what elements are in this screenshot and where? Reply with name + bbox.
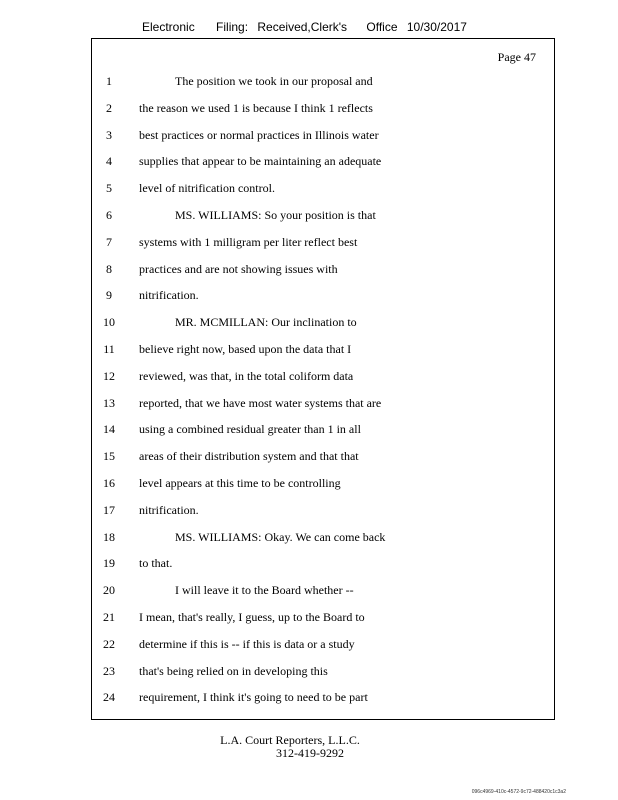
- line-text: practices and are not showing issues with: [139, 261, 338, 276]
- filing-header-electronic: Electronic: [142, 20, 195, 34]
- transcript-line: [92, 689, 554, 716]
- transcript-line: [92, 502, 554, 529]
- transcript-line: [92, 234, 554, 261]
- line-text: best practices or normal practices in Illinois water: [139, 127, 379, 142]
- transcript-page: [91, 38, 555, 720]
- transcript-line: [92, 582, 554, 609]
- line-number: 12: [103, 368, 115, 383]
- line-number: 16: [103, 475, 115, 490]
- transcript-line: [92, 636, 554, 663]
- transcript-line: [92, 207, 554, 234]
- line-text: reviewed, was that, in the total coliform data: [139, 368, 354, 383]
- line-number: 22: [103, 636, 115, 651]
- line-text: the reason we used 1 is because I think 1 reflects: [139, 100, 373, 115]
- filing-header-date: 10/30/2017: [406, 20, 467, 34]
- transcript-lines: [92, 73, 554, 716]
- footer-company: L.A. Court Reporters, L.L.C.: [220, 733, 360, 747]
- line-number: 3: [106, 127, 112, 142]
- line-number: 19: [103, 556, 115, 571]
- line-number: 8: [106, 261, 112, 276]
- transcript-line: [92, 555, 554, 582]
- line-text: believe right now, based upon the data that I: [139, 341, 352, 356]
- transcript-line: [92, 448, 554, 475]
- line-number: 1: [106, 74, 112, 88]
- line-text: requirement, I think it's going to need to be part: [139, 690, 368, 705]
- filing-header: [142, 20, 467, 34]
- line-number: 9: [106, 288, 112, 303]
- line-number: 11: [103, 341, 115, 356]
- footer-phone: 312-419-9292: [276, 746, 344, 760]
- line-text: nitrification.: [139, 288, 199, 303]
- filing-header-filing: Filing:: [216, 20, 249, 34]
- line-text: MS. WILLIAMS: Okay. We can come back: [175, 529, 386, 544]
- filing-header-office: Office: [366, 20, 398, 34]
- line-number: 10: [103, 315, 115, 330]
- transcript-line: [92, 100, 554, 127]
- line-text: systems with 1 milligram per liter reflect best: [139, 234, 358, 249]
- line-number: 7: [106, 234, 112, 249]
- transcript-line: [92, 529, 554, 556]
- transcript-line: [92, 261, 554, 288]
- line-text: I will leave it to the Board whether --: [175, 583, 354, 598]
- transcript-line: [92, 153, 554, 180]
- line-number: 4: [106, 154, 112, 169]
- line-text: reported, that we have most water systems that are: [139, 395, 382, 410]
- transcript-line: [92, 368, 554, 395]
- transcript-line: [92, 663, 554, 690]
- line-text: level appears at this time to be controlling: [139, 475, 341, 490]
- transcript-line: [92, 421, 554, 448]
- line-number: 21: [103, 609, 115, 624]
- line-number: 2: [106, 100, 112, 115]
- transcript-line: [92, 73, 554, 100]
- line-text: using a combined residual greater than 1 in all: [139, 422, 361, 437]
- transcript-line: [92, 180, 554, 207]
- line-text: MS. WILLIAMS: So your position is that: [175, 207, 376, 222]
- document-hash: 096c4969-410c-4572-9c72-488420c1c3a2: [471, 789, 566, 795]
- transcript-line: [92, 341, 554, 368]
- line-text: determine if this is -- if this is data or a study: [139, 636, 355, 651]
- line-number: 20: [103, 583, 115, 598]
- line-number: 23: [103, 663, 115, 678]
- line-text: nitrification.: [139, 502, 199, 517]
- line-number: 17: [103, 502, 115, 517]
- line-text: supplies that appear to be maintaining an adequate: [139, 154, 382, 169]
- line-number: 24: [103, 690, 115, 705]
- transcript-line: [92, 287, 554, 314]
- transcript-line: [92, 475, 554, 502]
- line-number: 5: [106, 181, 112, 196]
- line-text: level of nitrification control.: [139, 181, 275, 196]
- line-number: 13: [103, 395, 115, 410]
- filing-header-received: Received,Clerk's: [257, 20, 348, 34]
- line-text: to that.: [139, 556, 173, 571]
- transcript-line: [92, 395, 554, 422]
- line-number: 18: [103, 529, 115, 544]
- line-number: 14: [103, 422, 115, 437]
- line-text: I mean, that's really, I guess, up to the Board to: [139, 609, 365, 624]
- page-number: Page 47: [497, 50, 536, 64]
- line-text: areas of their distribution system and that that: [139, 449, 359, 464]
- line-text: The position we took in our proposal and: [175, 74, 373, 88]
- line-number: 6: [106, 207, 112, 222]
- line-text: MR. MCMILLAN: Our inclination to: [175, 315, 357, 330]
- line-number: 15: [103, 449, 115, 464]
- line-text: that's being relied on in developing this: [139, 663, 328, 678]
- transcript-line: [92, 314, 554, 341]
- transcript-line: [92, 609, 554, 636]
- transcript-line: [92, 127, 554, 154]
